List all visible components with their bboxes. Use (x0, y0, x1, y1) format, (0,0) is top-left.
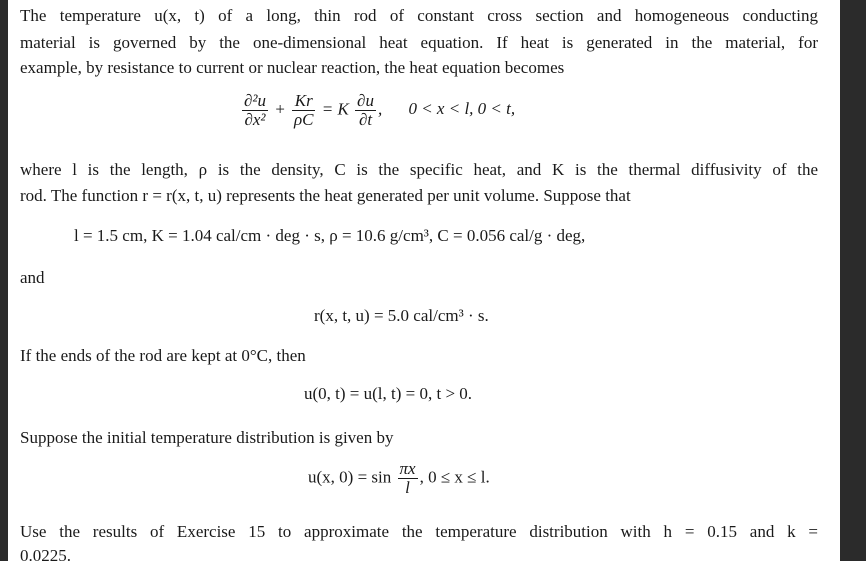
initial-equation (308, 460, 490, 497)
eq-equals-k: = K (321, 99, 349, 119)
heat-equation (240, 92, 515, 129)
eq-du: ∂u (357, 91, 374, 110)
para1-line1: The temperature u(x, t) of a long, thin rod of constant cross section and homogeneous conducting (20, 6, 818, 25)
init-den: l (398, 478, 418, 497)
init-num: πx (399, 459, 416, 478)
eq-domain: 0 < x < l, 0 < t, (408, 99, 516, 119)
and-word: and (20, 268, 45, 287)
eq-dt: ∂t (355, 110, 376, 129)
para1-line3: example, by resistance to current or nuclear reaction, the heat equation becomes (20, 58, 565, 77)
initial-line: Suppose the initial temperature distribution is given by (20, 428, 394, 447)
document-page (8, 0, 840, 561)
para2-line2: rod. The function r = r(x, t, u) represents the heat generated per unit volume. Suppose that (20, 186, 631, 205)
final-line1: Use the results of Exercise 15 to approximate the temperature distribution with h = 0.15 and k = (20, 522, 818, 541)
r-equation: r(x, t, u) = 5.0 cal/cm³ · s. (314, 306, 489, 325)
eq-rhoc: ρC (293, 110, 314, 129)
init-rhs: , 0 ≤ x ≤ l. (419, 467, 490, 487)
eq-comma: , (377, 99, 383, 119)
parameters-line: l = 1.5 cm, K = 1.04 cal/cm · deg · s, ρ = 10.6 g/cm³, C = 0.056 cal/g · deg, (74, 226, 586, 245)
eq-d2u: ∂²u (244, 91, 266, 110)
ends-line: If the ends of the rod are kept at 0°C, then (20, 346, 306, 365)
eq-plus: + (274, 99, 286, 119)
boundary-equation: u(0, t) = u(l, t) = 0, t > 0. (304, 384, 473, 403)
eq-kr: Kr (294, 91, 313, 110)
para1-line2: material is governed by the one-dimensional heat equation. If heat is generated in the material, for (20, 33, 818, 52)
para2-line1: where l is the length, ρ is the density, C is the specific heat, and K is the thermal diffusivity of the (20, 160, 818, 179)
final-line2: 0.0225. (20, 546, 71, 561)
init-lhs: u(x, 0) = sin (308, 467, 392, 487)
eq-dx2: ∂x² (242, 110, 268, 129)
